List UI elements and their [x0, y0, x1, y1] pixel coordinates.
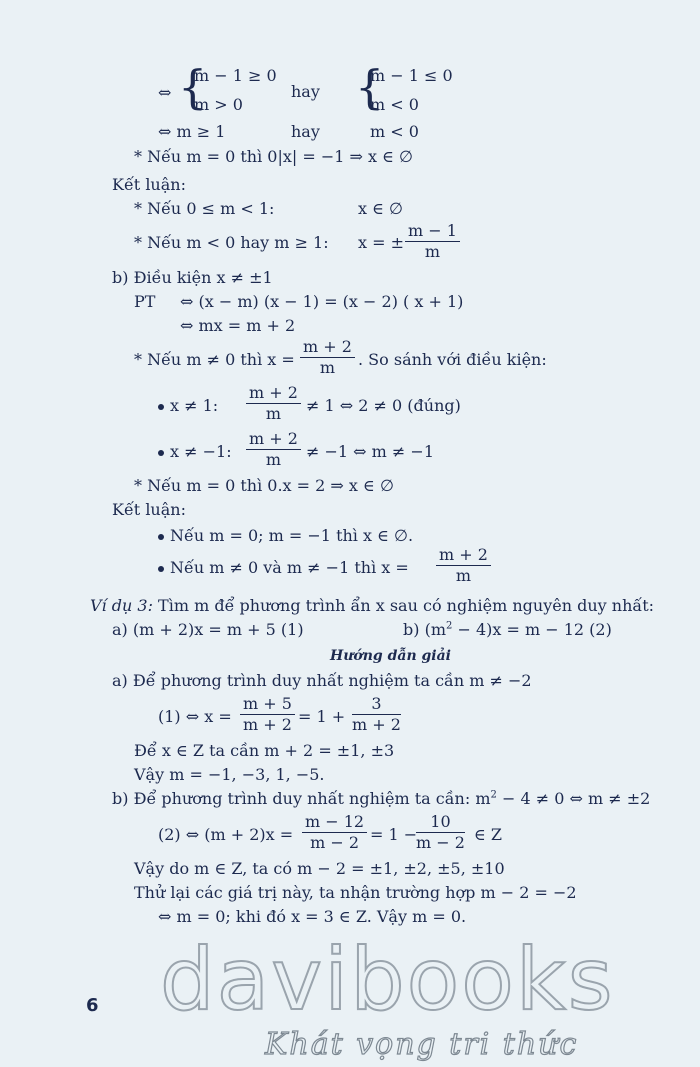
fraction-denominator: m — [424, 242, 441, 261]
case-m-zero-a: * Nếu m = 0 thì 0|x| = −1 ⇒ x ∈ ∅ — [134, 147, 413, 166]
fraction-denominator: m — [265, 404, 282, 423]
check-x-ne-minus-1 — [158, 442, 232, 462]
line-part: b) Để phương trình duy nhất nghiệm ta cần: m — [112, 789, 491, 808]
fraction-denominator: m + 2 — [243, 715, 292, 734]
check-result-2: ≠ −1 ⇔ m ≠ −1 — [306, 442, 434, 461]
solution-b-5: ⇔ m = 0; khi đó x = 3 ∈ Z. Vậy m = 0. — [158, 907, 467, 926]
example-label: Ví dụ 3: — [90, 596, 153, 615]
fraction-denominator: m − 2 — [416, 833, 465, 852]
solution-b-3: Vậy do m ∈ Z, ta có m − 2 = ±1, ±2, ±5, ±10 — [134, 859, 505, 878]
solution-b-2: (2) ⇔ (m + 2)x = — [158, 825, 294, 844]
conclusion-d1 — [158, 526, 413, 546]
equation-a: a) (m + 2)x = m + 5 (1) — [112, 620, 304, 639]
bullet-icon — [158, 534, 164, 540]
condition-1b: m − 1 ≤ 0 — [370, 66, 453, 85]
example-statement: Tìm m để phương trình ẩn x sau có nghiệm nguyên duy nhất: — [152, 596, 655, 615]
condition-2b: m < 0 — [370, 95, 419, 114]
eq-sup: 2 — [445, 620, 453, 632]
conclusion-text: Nếu m = 0; m = −1 thì x ∈ ∅. — [170, 526, 414, 545]
left-brace-2: { — [355, 60, 385, 114]
fraction-denominator: m — [319, 358, 336, 377]
watermark-logo: davibooks — [160, 930, 615, 1030]
conclusion-result-1: x ∈ ∅ — [358, 199, 403, 218]
solution-a-1: a) Để phương trình duy nhất nghiệm ta cần m ≠ −2 — [112, 671, 532, 690]
fraction-b-1 — [302, 812, 367, 853]
fraction-denominator: m − 2 — [310, 833, 360, 852]
fraction-a-1 — [240, 694, 295, 735]
solution-b-2-eq: = 1 − — [370, 825, 418, 844]
conclusion-d2 — [158, 558, 409, 578]
condition-2a: m > 0 — [194, 95, 243, 114]
fraction-a-2 — [352, 694, 401, 735]
case-m-nonzero: * Nếu m ≠ 0 thì x = — [134, 350, 295, 369]
fraction-m-plus-2-over-m — [300, 337, 355, 378]
solution-a-3: Để x ∈ Z ta cần m + 2 = ±1, ±3 — [134, 741, 395, 760]
solution-b-1 — [112, 789, 650, 809]
equation-expand: ⇔ (x − m) (x − 1) = (x − 2) ( x + 1) — [180, 292, 464, 311]
check-x-ne-1 — [158, 396, 218, 416]
example-3-heading — [90, 596, 654, 616]
bullet-icon — [158, 566, 164, 572]
fraction-m-minus-1-over-m — [405, 221, 460, 262]
conclusion-heading-1: Kết luận: — [112, 175, 186, 194]
check-result-1: ≠ 1 ⇔ 2 ≠ 0 (đúng) — [306, 396, 461, 415]
fraction-numerator: m − 1 — [405, 221, 460, 242]
fraction-denominator: m — [265, 450, 282, 469]
solution-a-2-eq: = 1 + — [298, 707, 346, 726]
eq-part: − 4)x = m − 12 (2) — [452, 620, 612, 639]
solution-b-4: Thử lại các giá trị này, ta nhận trường hợp m − 2 = −2 — [134, 883, 577, 902]
fraction-numerator: m + 2 — [246, 383, 301, 404]
page-number: 6 — [86, 995, 99, 1016]
conclusion-case-1: * Nếu 0 ≤ m < 1: — [134, 199, 275, 218]
compare-condition-text: . So sánh với điều kiện: — [358, 350, 547, 369]
fraction-conclusion — [436, 545, 491, 586]
fraction-numerator: 3 — [352, 694, 401, 715]
eq-part: b) (m — [403, 620, 446, 639]
solution-b-2-z: ∈ Z — [474, 825, 503, 844]
solution-a-2: (1) ⇔ x = — [158, 707, 232, 726]
fraction-numerator: 10 — [416, 812, 465, 833]
hay-text-2: hay — [291, 122, 320, 141]
hay-text-1: hay — [291, 82, 320, 101]
watermark-tagline: Khát vọng tri thức — [265, 1027, 579, 1062]
left-brace-1: { — [178, 60, 208, 114]
result-m-lt-0: m < 0 — [370, 122, 419, 141]
fraction-numerator: m + 5 — [240, 694, 295, 715]
equation-b — [403, 620, 612, 640]
case-m-zero-b: * Nếu m = 0 thì 0.x = 2 ⇒ x ∈ ∅ — [134, 476, 394, 495]
check-label: x ≠ 1: — [170, 396, 219, 415]
conclusion-heading-2: Kết luận: — [112, 500, 186, 519]
part-b-condition: b) Điều kiện x ≠ ±1 — [112, 268, 273, 287]
fraction-numerator: m + 2 — [246, 429, 301, 450]
condition-1a: m − 1 ≥ 0 — [194, 66, 277, 85]
check-label: x ≠ −1: — [170, 442, 232, 461]
conclusion-case-2: * Nếu m < 0 hay m ≥ 1: — [134, 233, 329, 252]
fraction-numerator: m − 12 — [302, 812, 367, 833]
solution-a-4: Vậy m = −1, −3, 1, −5. — [134, 765, 325, 784]
result-m-ge-1: ⇔ m ≥ 1 — [158, 122, 226, 141]
fraction-denominator: m + 2 — [352, 715, 401, 734]
line-sup: 2 — [490, 789, 497, 801]
fraction-numerator: m + 2 — [300, 337, 355, 358]
conclusion-result-2: x = ± — [358, 233, 405, 252]
fraction-check-2 — [246, 429, 301, 470]
bullet-icon — [158, 404, 164, 410]
iff-symbol: ⇔ — [158, 83, 172, 102]
equation-mx: ⇔ mx = m + 2 — [180, 316, 296, 335]
fraction-b-2 — [416, 812, 465, 853]
fraction-numerator: m + 2 — [436, 545, 491, 566]
bullet-icon — [158, 450, 164, 456]
fraction-denominator: m — [455, 566, 472, 585]
conclusion-text: Nếu m ≠ 0 và m ≠ −1 thì x = — [170, 558, 409, 577]
fraction-check-1 — [246, 383, 301, 424]
solution-heading: Hướng dẫn giải — [330, 648, 451, 664]
line-part: − 4 ≠ 0 ⇔ m ≠ ±2 — [496, 789, 651, 808]
pt-label: PT — [134, 292, 156, 311]
